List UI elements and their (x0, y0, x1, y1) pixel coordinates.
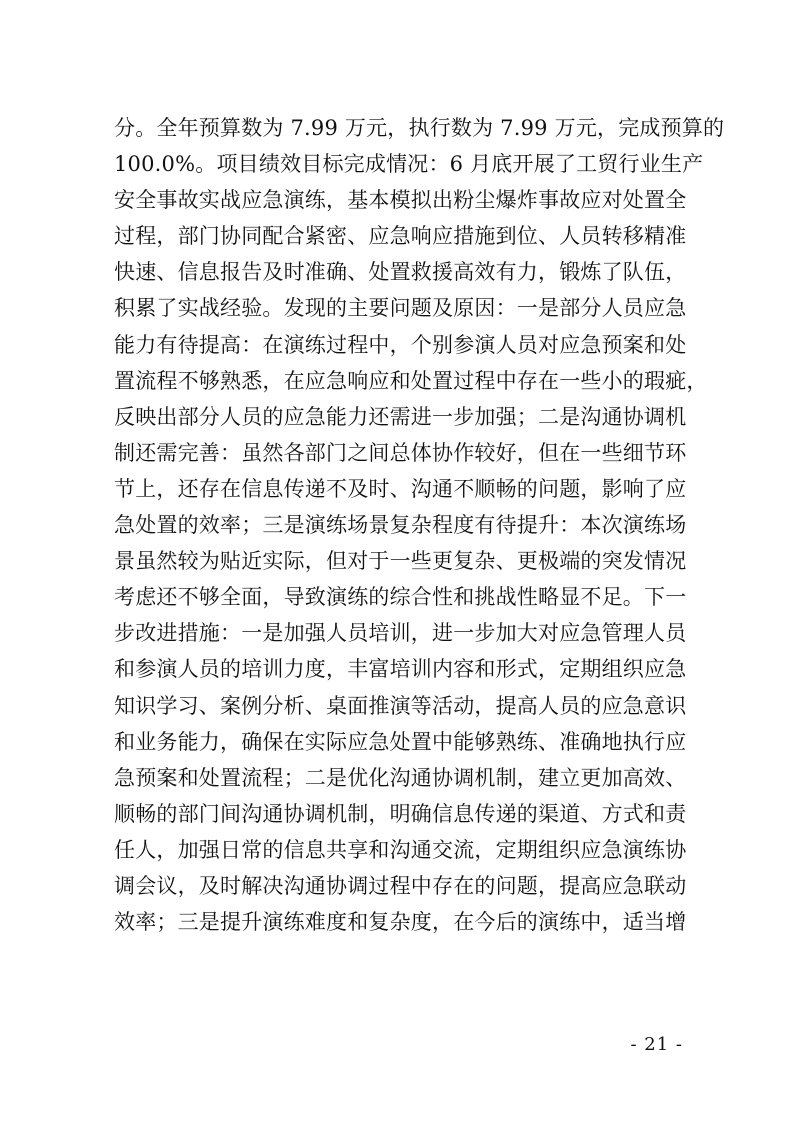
text-line: 步改进措施：一是加强人员培训，进一步加大对应急管理人员 (114, 621, 687, 646)
text-line: 分。全年预算数为 7.99 万元，执行数为 7.99 万元，完成预算的 (114, 116, 725, 140)
page-number: - 21 - (630, 1034, 683, 1055)
text-line: 安全事故实战应急演练，基本模拟出粉尘爆炸事故应对处置全 (114, 188, 687, 213)
body-text (114, 110, 725, 940)
text-line: 任人，加强日常的信息共享和沟通交流，定期组织应急演练协 (114, 837, 687, 862)
text-line: 反映出部分人员的应急能力还需进一步加强；二是沟通协调机 (114, 404, 687, 429)
text-line: 景虽然较为贴近实际，但对于一些更复杂、更极端的突发情况 (114, 549, 687, 574)
text-line: 顺畅的部门间沟通协调机制，明确信息传递的渠道、方式和责 (114, 801, 687, 826)
text-line: 和业务能力，确保在实际应急处置中能够熟练、准确地执行应 (114, 729, 687, 754)
text-line: 100.0%。项目绩效目标完成情况：6 月底开展了工贸行业生产 (114, 152, 704, 177)
text-line: 调会议，及时解决沟通协调过程中存在的问题，提高应急联动 (114, 873, 687, 898)
text-line: 和参演人员的培训力度，丰富培训内容和形式，定期组织应急 (114, 657, 687, 682)
text-line: 能力有待提高：在演练过程中，个别参演人员对应急预案和处 (114, 332, 687, 357)
text-line: 节上，还存在信息传递不及时、沟通不顺畅的问题，影响了应 (114, 476, 687, 501)
text-line: 制还需完善：虽然各部门之间总体协作较好，但在一些细节环 (114, 440, 687, 465)
text-line: 置流程不够熟悉，在应急响应和处置过程中存在一些小的瑕疵， (114, 368, 708, 393)
text-line: 过程，部门协同配合紧密、应急响应措施到位、人员转移精准 (114, 224, 687, 249)
text-line: 快速、信息报告及时准确、处置救援高效有力，锻炼了队伍， (114, 260, 687, 285)
text-line: 急处置的效率；三是演练场景复杂程度有待提升：本次演练场 (114, 513, 687, 538)
text-line: 考虑还不够全面，导致演练的综合性和挑战性略显不足。下一 (114, 585, 687, 610)
text-line: 知识学习、案例分析、桌面推演等活动，提高人员的应急意识 (114, 693, 687, 718)
text-line: 急预案和处置流程；二是优化沟通协调机制，建立更加高效、 (114, 765, 687, 790)
text-line: 积累了实战经验。发现的主要问题及原因：一是部分人员应急 (114, 296, 687, 321)
text-line: 效率；三是提升演练难度和复杂度，在今后的演练中，适当增 (114, 910, 687, 935)
